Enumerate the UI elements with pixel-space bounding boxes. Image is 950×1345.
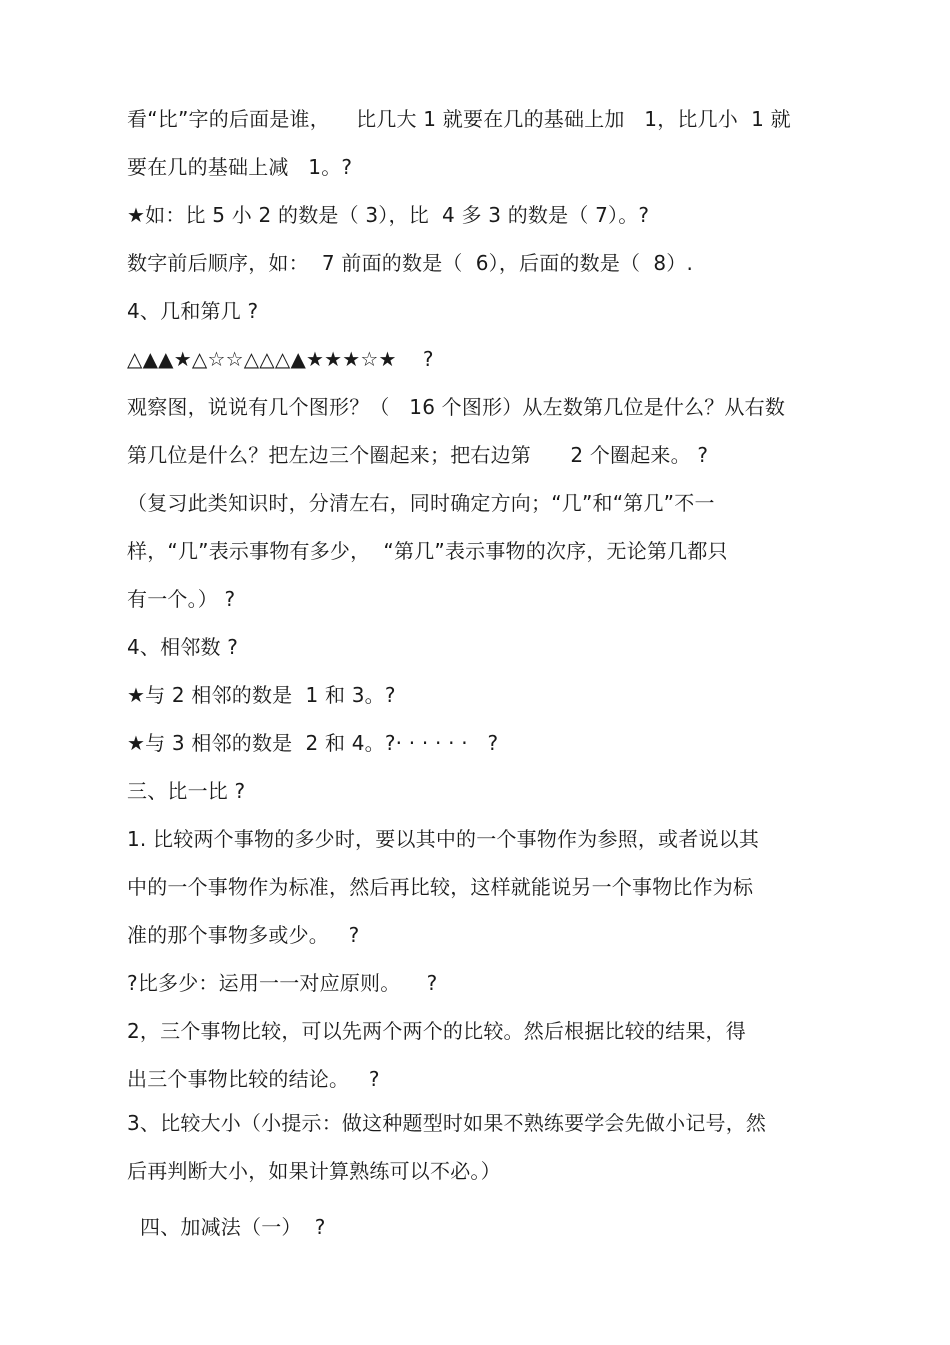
text-line: 3、比较大小（小提示：做这种题型时如果不熟练要学会先做小记号，然 [127, 1111, 767, 1135]
text-line: 要在几的基础上减 1。? [127, 155, 353, 179]
shape-sequence: △▲▲★△☆☆△△△▲★★★☆★ ? [127, 347, 434, 371]
text-line: 数字前后顺序，如： 7 前面的数是（ 6），后面的数是（ 8）. [127, 251, 694, 275]
text-line: ★如：比 5 小 2 的数是（ 3），比 4 多 3 的数是（ 7）。? [127, 203, 650, 227]
section-heading: 四、加减法（一） ? [140, 1215, 326, 1239]
text-line: 后再判断大小，如果计算熟练可以不必。） [127, 1159, 501, 1183]
text-line: 看“比”字的后面是谁， 比几大 1 就要在几的基础上加 1，比几小 1 就 [127, 107, 791, 131]
text-line: 样，“几”表示事物有多少， “第几”表示事物的次序，无论第几都只 [127, 539, 728, 563]
text-line: ?比多少：运用一一对应原则。 ? [127, 971, 438, 995]
text-line: 1. 比较两个事物的多少时，要以其中的一个事物作为参照，或者说以其 [127, 827, 760, 851]
text-line: 出三个事物比较的结论。 ? [127, 1067, 380, 1091]
section-heading: 三、比一比 ? [127, 779, 246, 803]
text-line: 中的一个事物作为标准，然后再比较，这样就能说另一个事物比作为标 [127, 875, 754, 899]
text-line: ★与 3 相邻的数是 2 和 4。?· · · · · · ? [127, 731, 499, 755]
text-line: 有一个。） ? [127, 587, 236, 611]
section-heading: 4、相邻数 ? [127, 635, 239, 659]
text-line: 观察图，说说有几个图形？（ 16 个图形）从左数第几位是什么？从右数 [127, 395, 786, 419]
section-heading: 4、几和第几 ? [127, 299, 259, 323]
text-line: （复习此类知识时，分清左右，同时确定方向；“几”和“第几”不一 [127, 491, 715, 515]
text-line: ★与 2 相邻的数是 1 和 3。? [127, 683, 396, 707]
text-line: 第几位是什么？把左边三个圈起来；把右边第 2 个圈起来。 ? [127, 443, 709, 467]
text-line: 准的那个事物多或少。 ? [127, 923, 360, 947]
text-line: 2，三个事物比较，可以先两个两个的比较。然后根据比较的结果，得 [127, 1019, 746, 1043]
